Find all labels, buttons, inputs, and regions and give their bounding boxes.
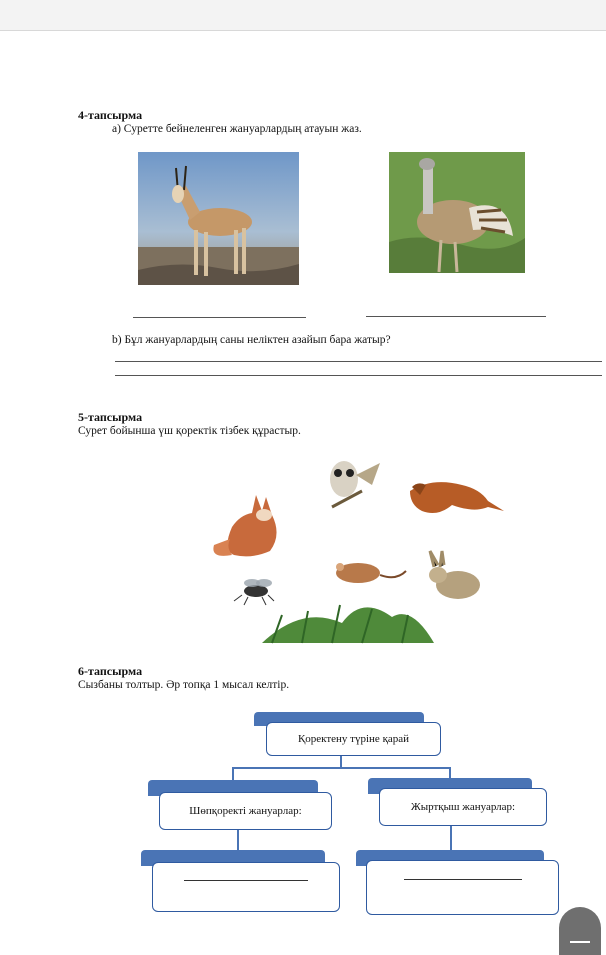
carnivore-answer-box[interactable] [366,860,559,915]
answer-line-animal-1[interactable] [133,317,306,318]
handle-bar-icon [570,941,590,943]
task6-prompt: Сызбаны толтыр. Әр топқа 1 мысал келтір. [78,679,290,691]
answer-line-b-2[interactable] [115,375,602,376]
carnivore-box: Жыртқыш жануарлар: [379,788,547,826]
fly-illustration [234,579,274,605]
connector-left [232,767,234,781]
herbivore-answer-box[interactable] [152,862,340,912]
herbivore-box: Шөпқоректі жануарлар: [159,792,332,830]
fox-illustration [213,495,276,556]
hare-illustration [429,551,480,599]
scroll-handle[interactable] [559,907,601,955]
weasel-illustration [410,482,504,513]
saiga-antelope-photo [138,152,299,285]
grass-illustration [262,605,434,643]
food-chain-illustration [212,455,512,647]
task5-prompt: Сурет бойынша үш қоректік тізбек құрастыр. [78,425,301,437]
task4-a-prompt: а) Суретте бейнеленген жануарлардың атауын жаз. [112,123,362,135]
task4-heading: 4-тапсырма [78,108,143,122]
answer-line-b-1[interactable] [115,361,602,362]
task6-heading: 6-тапсырма [78,664,143,678]
bustard-bird-photo [389,152,525,273]
owl-illustration [330,461,380,507]
connector-left-down [237,830,239,852]
root-box: Қоректену түріне қарай [266,722,441,756]
herbivore-answer-line[interactable] [184,880,308,881]
task4-b-prompt: b) Бұл жануарлардың саны неліктен азайып бара жатыр? [112,334,391,346]
connector-horizontal [232,767,450,769]
mouse-illustration [336,563,406,583]
carnivore-answer-line[interactable] [404,879,522,880]
viewer-top-bar [0,0,606,31]
connector-right-down [450,826,452,850]
task5-heading: 5-тапсырма [78,410,143,424]
answer-line-animal-2[interactable] [366,316,546,317]
